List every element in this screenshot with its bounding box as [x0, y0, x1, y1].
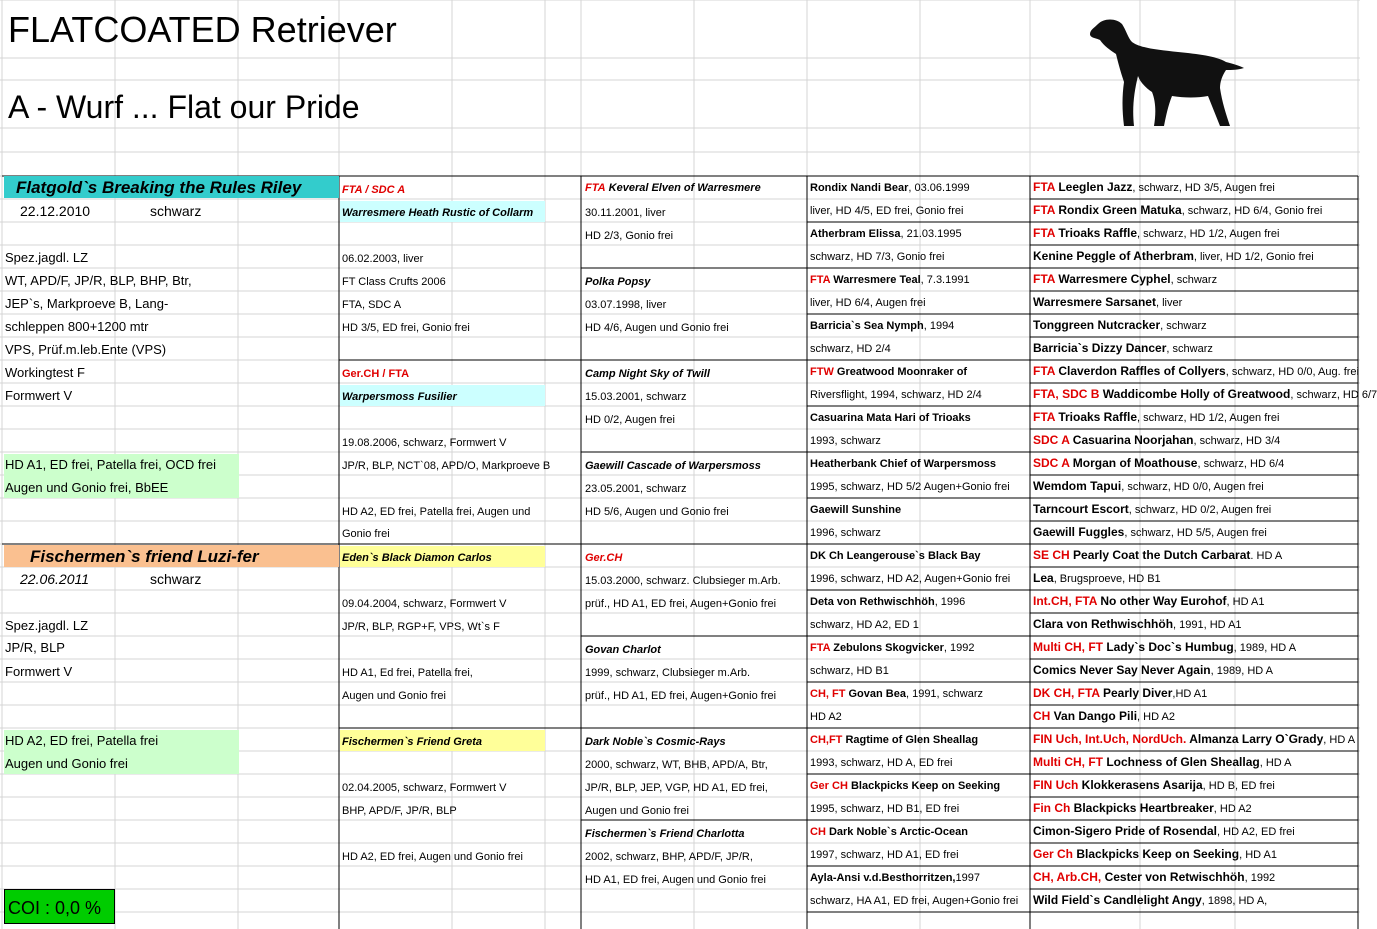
dog-details: , schwarz, HD 6/4, Gonio frei: [1181, 205, 1323, 217]
dog-details: Riversflight, 1994, schwarz, HD 2/4: [810, 389, 982, 401]
page-subtitle: A - Wurf ... Flat our Pride: [8, 89, 360, 125]
dog-name: Cimon-Sigero Pride of Rosendal: [1033, 824, 1218, 838]
title-prefix: Int.CH, FTA: [1033, 594, 1101, 608]
dog-details: , HD A2: [1137, 711, 1175, 723]
col2-dog-name: Warresmere Heath Rustic of Collarm: [342, 207, 534, 219]
col3-entry: [585, 181, 761, 195]
col4-row: [810, 825, 968, 839]
col3-dog-name: Fischermen`s Friend Charlotta: [585, 828, 745, 840]
parent1-health: Augen und Gonio frei, BbEE: [5, 480, 169, 495]
col3-line: 1999, schwarz, Clubsieger m.Arb.: [585, 667, 751, 679]
title-prefix: FIN Uch: [1033, 778, 1082, 792]
dog-details: schwarz, HD 7/3, Gonio frei: [810, 251, 945, 263]
col5-row: [1033, 318, 1207, 333]
dog-details: , 1992: [943, 642, 975, 654]
dog-details: ,HD A1: [1172, 688, 1208, 700]
col3-title-prefix: FTA: [585, 182, 606, 194]
col3-line: 23.05.2001, schwarz: [585, 483, 687, 495]
dog-details: , liver, HD 1/2, Gonio frei: [1193, 251, 1314, 263]
dog-name: Lea: [1033, 571, 1054, 585]
parent2-line: Formwert V: [5, 664, 73, 679]
dog-details: , liver: [1155, 297, 1183, 309]
dog-name: Blackpicks Keep on Seeking: [850, 780, 1001, 792]
dog-details: 1997, schwarz, HD A1, ED frei: [810, 849, 959, 861]
col5-row: [1033, 295, 1182, 310]
dog-details: . HD A: [1250, 550, 1283, 562]
col3-title: Ger.CH: [585, 552, 623, 564]
dog-name: Ragtime of Glen Sheallag: [845, 734, 979, 746]
col4-row: [810, 871, 980, 885]
col3-dog-name: Govan Charlot: [585, 644, 661, 656]
col3-line: HD 0/2, Augen frei: [585, 414, 675, 426]
col5-row: [1033, 617, 1242, 632]
col3-line: prüf., HD A1, ED frei, Augen+Gonio frei: [585, 690, 777, 702]
parent1-line: Workingtest F: [5, 365, 85, 380]
col3-line: 30.11.2001, liver: [585, 207, 666, 219]
col4-row: [810, 411, 971, 425]
dog-details: , 1898, HD A,: [1201, 895, 1268, 907]
parent1-color: schwarz: [150, 203, 202, 219]
col4-row: [810, 181, 970, 195]
title-prefix: SE CH: [1033, 548, 1074, 562]
col3-line: 2002, schwarz, BHP, APD/F, JP/R,: [585, 851, 753, 863]
col5-row: [1033, 640, 1296, 655]
col5-row: [1033, 801, 1252, 816]
col2-line: JP/R, BLP, NCT`08, APD/O, Markproeve B: [342, 460, 551, 472]
parent1-line: Spez.jagdl. LZ: [5, 250, 89, 265]
dog-details: 1996, schwarz: [810, 527, 881, 539]
dog-name: Heatherbank Chief of Warpersmoss: [810, 458, 997, 470]
col5-row: [1033, 778, 1275, 793]
dog-details: , 1992: [1244, 872, 1276, 884]
dog-name: Almanza Larry O`Grady: [1189, 732, 1324, 746]
col5-row: [1033, 341, 1213, 356]
dog-details: , 1994: [923, 320, 955, 332]
title-prefix: FTA: [810, 274, 834, 286]
col5-row: [1033, 410, 1279, 425]
title-prefix: Multi CH, FT: [1033, 755, 1107, 769]
col5-row: [1033, 709, 1175, 724]
col4-row: [810, 779, 1000, 793]
col5-row: [1033, 847, 1277, 862]
dog-details: , 21.03.1995: [900, 228, 962, 240]
col4-row: [810, 388, 982, 402]
dog-name: Warresmere Teal: [833, 274, 921, 286]
dog-name: Warresmere Cyphel: [1058, 272, 1171, 286]
col3-line: 15.03.2000, schwarz. Clubsieger m.Arb.: [585, 575, 781, 587]
dog-name: Blackpicks Heartbreaker: [1073, 801, 1214, 815]
dog-details: , schwarz, HD 0/2, Augen frei: [1128, 504, 1272, 516]
col4-row: [810, 250, 945, 264]
parent1-date: 22.12.2010: [20, 203, 91, 219]
dog-name: Wemdom Tapui: [1033, 479, 1122, 493]
dog-details: , 7.3.1991: [920, 274, 970, 286]
col5-row: [1033, 686, 1207, 701]
col4-row: [810, 204, 963, 218]
dog-details: , schwarz, HD 6/7: [1290, 389, 1377, 401]
col2-line: JP/R, BLP, RGP+F, VPS, Wt`s F: [342, 621, 500, 633]
dog-name: Atherbram Elissa: [810, 228, 901, 240]
dog-details: schwarz, HD B1: [810, 665, 889, 677]
col3-line: HD 2/3, Gonio frei: [585, 230, 674, 242]
col5-row: [1033, 502, 1271, 517]
dog-details: , schwarz, HD 1/2, Augen frei: [1137, 412, 1280, 424]
dog-name: Morgan of Moathouse: [1072, 456, 1198, 470]
col2-line: 06.02.2003, liver: [342, 253, 424, 265]
dog-name: Greatwood Moonraker of: [836, 366, 968, 378]
dog-details: , HD A: [1259, 757, 1292, 769]
parent1-line: schleppen 800+1200 mtr: [5, 319, 149, 334]
col3-dog-name: Keveral Elven of Warresmere: [608, 182, 761, 194]
parent1-line: WT, APD/F, JP/R, BLP, BHP, Btr,: [5, 273, 192, 288]
title-prefix: CH: [810, 826, 829, 838]
dog-name: Blackpicks Keep on Seeking: [1076, 847, 1240, 861]
dog-details: 1993, schwarz, HD A, ED frei: [810, 757, 953, 769]
dog-details: , Brugsproeve, HD B1: [1053, 573, 1161, 585]
title-prefix: FTW: [810, 366, 837, 378]
dog-details: , schwarz, HD 1/2, Augen frei: [1137, 228, 1280, 240]
dog-details: 1995, schwarz, HD B1, ED frei: [810, 803, 960, 815]
dog-details: , 1991, schwarz: [905, 688, 984, 700]
col4-row: [810, 641, 974, 655]
parent2-line: JP/R, BLP: [5, 640, 65, 655]
parent1-name: Flatgold`s Breaking the Rules Riley: [16, 178, 302, 197]
parent1-line: VPS, Prüf.m.leb.Ente (VPS): [5, 342, 167, 357]
dog-name: Govan Bea: [848, 688, 906, 700]
dog-name: Trioaks Raffle: [1058, 226, 1138, 240]
dog-details: , schwarz, HD 3/4: [1193, 435, 1281, 447]
col2-title: FTA / SDC A: [342, 184, 406, 196]
dog-name: Warresmere Sarsanet: [1033, 295, 1156, 309]
col4-row: [810, 273, 970, 287]
col5-row: [1033, 893, 1267, 908]
col2-line: HD 3/5, ED frei, Gonio frei: [342, 322, 470, 334]
col4-row: [810, 296, 926, 310]
dog-details: 1993, schwarz: [810, 435, 881, 447]
col2-line: FTA, SDC A: [342, 299, 402, 311]
col2-dog-name: Fischermen`s Friend Greta: [342, 736, 482, 748]
parent2-health: HD A2, ED frei, Patella frei: [5, 733, 159, 748]
col3-dog-name: Camp Night Sky of Twill: [585, 368, 710, 380]
title-prefix: Multi CH, FT: [1033, 640, 1107, 654]
col2-line: 02.04.2005, schwarz, Formwert V: [342, 782, 507, 794]
col2-line: Gonio frei: [342, 528, 390, 540]
col5-row: [1033, 663, 1273, 678]
col5-row: [1033, 525, 1267, 540]
dog-name: Trioaks Raffle: [1058, 410, 1138, 424]
col4-row: [810, 342, 891, 356]
col2-line: Augen und Gonio frei: [342, 690, 446, 702]
dog-name: Wild Field`s Candlelight Angy: [1033, 893, 1202, 907]
title-prefix: CH,FT: [810, 734, 846, 746]
col5-row: [1033, 226, 1279, 241]
col4-row: [810, 434, 881, 448]
dog-details: , schwarz, HD 0/0, Augen frei: [1121, 481, 1264, 493]
col4-row: [810, 572, 1010, 586]
dog-details: , HD A: [1323, 734, 1356, 746]
title-prefix: CH, FT: [810, 688, 849, 700]
col2-dog-name: Eden`s Black Diamon Carlos: [342, 552, 492, 564]
dog-name: Lady`s Doc`s Humbug: [1106, 640, 1234, 654]
dog-details: , schwarz, HD 6/4: [1197, 458, 1285, 470]
col2-line: FT Class Crufts 2006: [342, 276, 446, 288]
title-prefix: FTA: [1033, 272, 1059, 286]
parent2-line: Spez.jagdl. LZ: [5, 618, 89, 633]
col3-dog-name: Dark Noble`s Cosmic-Rays: [585, 736, 726, 748]
dog-details: 1996, schwarz, HD A2, Augen+Gonio frei: [810, 573, 1011, 585]
title-prefix: FTA, SDC B: [1033, 387, 1103, 401]
dog-details: , 03.06.1999: [908, 182, 970, 194]
dog-name: Barricia`s Sea Nymph: [810, 320, 924, 332]
title-prefix: SDC A: [1033, 456, 1073, 470]
title-prefix: FTA: [1033, 226, 1059, 240]
col5-row: [1033, 571, 1161, 586]
dog-name: Van Dango Pili: [1053, 709, 1138, 723]
dog-name: Rondix Nandi Bear: [810, 182, 909, 194]
dog-name: Pearly Diver: [1103, 686, 1173, 700]
col4-row: [810, 526, 881, 540]
col3-line: JP/R, BLP, JEP, VGP, HD A1, ED frei,: [585, 782, 768, 794]
dog-details: liver, HD 4/5, ED frei, Gonio frei: [810, 205, 964, 217]
col3-line: Augen und Gonio frei: [585, 805, 689, 817]
dog-details: schwarz, HA A1, ED frei, Augen+Gonio frei: [810, 895, 1019, 907]
col5-row: [1033, 433, 1280, 448]
parent1-line: Formwert V: [5, 388, 73, 403]
title-prefix: SDC A: [1033, 433, 1073, 447]
col3-dog-name: Polka Popsy: [585, 276, 651, 288]
col4-row: [810, 664, 889, 678]
title-prefix: Ger CH: [810, 780, 851, 792]
col3-line: 15.03.2001, schwarz: [585, 391, 687, 403]
col4-row: [810, 848, 959, 862]
col2-dog-name: Warpersmoss Fusilier: [342, 391, 457, 403]
col4-row: [810, 756, 952, 770]
col5-row: [1033, 387, 1377, 402]
coi-value: COI : 0,0 %: [8, 898, 102, 918]
dog-details: schwarz, HD 2/4: [810, 343, 891, 355]
dog-name: Dark Noble`s Arctic-Ocean: [828, 826, 968, 838]
parent2-name: Fischermen`s friend Luzi-fer: [30, 547, 259, 566]
col5-row: [1033, 272, 1217, 287]
dog-name: Zebulons Skogvicker: [833, 642, 944, 654]
dog-name: Ayla-Ansi v.d.Besthorritzen,: [810, 872, 956, 884]
col3-line: 03.07.1998, liver: [585, 299, 667, 311]
dog-details: , 1989, HD A: [1210, 665, 1274, 677]
col2-line: HD A2, ED frei, Patella frei, Augen und: [342, 506, 531, 518]
dog-details: , schwarz, HD 3/5, Augen frei: [1132, 182, 1275, 194]
dog-details: , schwarz: [1160, 320, 1207, 332]
col3-line: HD A1, ED frei, Augen und Gonio frei: [585, 874, 766, 886]
parent1-line: JEP`s, Markproeve B, Lang-: [5, 296, 169, 311]
col4-row: [810, 480, 1010, 494]
dog-name: Comics Never Say Never Again: [1033, 663, 1211, 677]
dog-name: Claverdon Raffles of Collyers: [1058, 364, 1226, 378]
dog-details: 1997: [955, 872, 980, 884]
dog-details: liver, HD 6/4, Augen frei: [810, 297, 926, 309]
dog-logo-icon: [1088, 18, 1248, 128]
col3-line: 2000, schwarz, WT, BHB, APD/A, Btr,: [585, 759, 768, 771]
col3-dog-name: Gaewill Cascade of Warpersmoss: [585, 460, 761, 472]
col2-line: 19.08.2006, schwarz, Formwert V: [342, 437, 507, 449]
col4-row: [810, 457, 996, 471]
dog-details: HD A2: [810, 711, 842, 723]
col5-row: [1033, 249, 1314, 264]
col2-line: HD A1, Ed frei, Patella frei,: [342, 667, 473, 679]
dog-details: , 1996: [934, 596, 966, 608]
col5-row: [1033, 548, 1282, 563]
col4-row: [810, 894, 1018, 908]
dog-details: schwarz, HD A2, ED 1: [810, 619, 919, 631]
col4-row: [810, 365, 967, 379]
col2-line: HD A2, ED frei, Augen und Gonio frei: [342, 851, 523, 863]
dog-name: Deta von Rethwischhöh: [810, 596, 935, 608]
col5-row: [1033, 203, 1322, 218]
dog-details: , schwarz: [1170, 274, 1218, 286]
col2-line: BHP, APD/F, JP/R, BLP: [342, 805, 457, 817]
title-prefix: Fin Ch: [1033, 801, 1074, 815]
col4-row: [810, 503, 901, 517]
title-prefix: FTA: [1033, 364, 1059, 378]
parent2-color: schwarz: [150, 571, 202, 587]
title-prefix: Ger Ch: [1033, 847, 1077, 861]
col4-row: [810, 319, 954, 333]
title-prefix: DK CH, FTA: [1033, 686, 1103, 700]
col4-row: [810, 618, 919, 632]
dog-name: Lochness of Glen Sheallag: [1106, 755, 1260, 769]
title-prefix: FIN Uch, Int.Uch, NordUch.: [1033, 732, 1190, 746]
dog-name: Pearly Coat the Dutch Carbarat: [1073, 548, 1251, 562]
title-prefix: CH: [1033, 709, 1054, 723]
dog-name: Klokkerasens Asarija: [1081, 778, 1203, 792]
dog-name: Casuarina Noorjahan: [1072, 433, 1194, 447]
dog-details: , 1991, HD A1: [1173, 619, 1242, 631]
dog-name: Tarncourt Escort: [1033, 502, 1129, 516]
col4-row: [810, 549, 981, 563]
col5-row: [1033, 180, 1275, 195]
dog-name: Waddicombe Holly of Greatwood: [1102, 387, 1291, 401]
col4-row: [810, 687, 983, 701]
col2-title: Ger.CH / FTA: [342, 368, 410, 380]
dog-name: Rondix Green Matuka: [1058, 203, 1182, 217]
dog-details: , HD A2: [1213, 803, 1252, 815]
title-prefix: FTA: [1033, 410, 1059, 424]
title-prefix: FTA: [1033, 203, 1059, 217]
dog-name: Casuarina Mata Hari of Trioaks: [810, 412, 971, 424]
dog-details: , HD A2, ED frei: [1217, 826, 1295, 838]
dog-name: Kenine Peggle of Atherbram: [1033, 249, 1194, 263]
col4-row: [810, 733, 978, 747]
dog-details: , schwarz: [1166, 343, 1213, 355]
dog-details: 1995, schwarz, HD 5/2 Augen+Gonio frei: [810, 481, 1010, 493]
col3-line: HD 4/6, Augen und Gonio frei: [585, 322, 729, 334]
title-prefix: CH, Arb.CH,: [1033, 870, 1105, 884]
col5-row: [1033, 732, 1355, 747]
dog-name: Tonggreen Nutcracker: [1033, 318, 1161, 332]
dog-name: Gaewill Fuggles: [1033, 525, 1125, 539]
dog-name: DK Ch Leangerouse`s Black Bay: [810, 550, 981, 562]
parent2-health: Augen und Gonio frei: [5, 756, 128, 771]
dog-details: , HD A1: [1239, 849, 1277, 861]
col4-row: [810, 227, 962, 241]
col4-row: [810, 710, 842, 724]
title-prefix: FTA: [1033, 180, 1059, 194]
parent1-health: HD A1, ED frei, Patella frei, OCD frei: [5, 457, 216, 472]
col5-row: [1033, 755, 1292, 770]
col5-row: [1033, 824, 1295, 839]
parent2-date: 22.06.2011: [20, 571, 90, 587]
col5-row: [1033, 479, 1264, 494]
dog-name: No other Way Eurohof: [1100, 594, 1227, 608]
col4-row: [810, 802, 959, 816]
col5-row: [1033, 870, 1275, 885]
col4-row: [810, 595, 965, 609]
dog-details: , schwarz, HD 0/0, Aug. frei: [1225, 366, 1359, 378]
col3-line: prüf., HD A1, ED frei, Augen+Gonio frei: [585, 598, 777, 610]
dog-details: , HD B, ED frei: [1202, 780, 1275, 792]
col2-line: 09.04.2004, schwarz, Formwert V: [342, 598, 507, 610]
dog-name: Barricia`s Dizzy Dancer: [1033, 341, 1167, 355]
dog-details: , 1989, HD A: [1233, 642, 1297, 654]
dog-name: Cester von Retwischhöh: [1104, 870, 1245, 884]
dog-details: , schwarz, HD 5/5, Augen frei: [1124, 527, 1267, 539]
dog-name: Leeglen Jazz: [1058, 180, 1133, 194]
page-title: FLATCOATED Retriever: [8, 9, 397, 50]
title-prefix: FTA: [810, 642, 834, 654]
col5-row: [1033, 364, 1359, 379]
col5-row: [1033, 594, 1264, 609]
col5-row: [1033, 456, 1284, 471]
dog-name: Gaewill Sunshine: [810, 504, 902, 516]
dog-details: , HD A1: [1226, 596, 1265, 608]
dog-name: Clara von Rethwischhöh: [1033, 617, 1174, 631]
col3-line: HD 5/6, Augen und Gonio frei: [585, 506, 729, 518]
